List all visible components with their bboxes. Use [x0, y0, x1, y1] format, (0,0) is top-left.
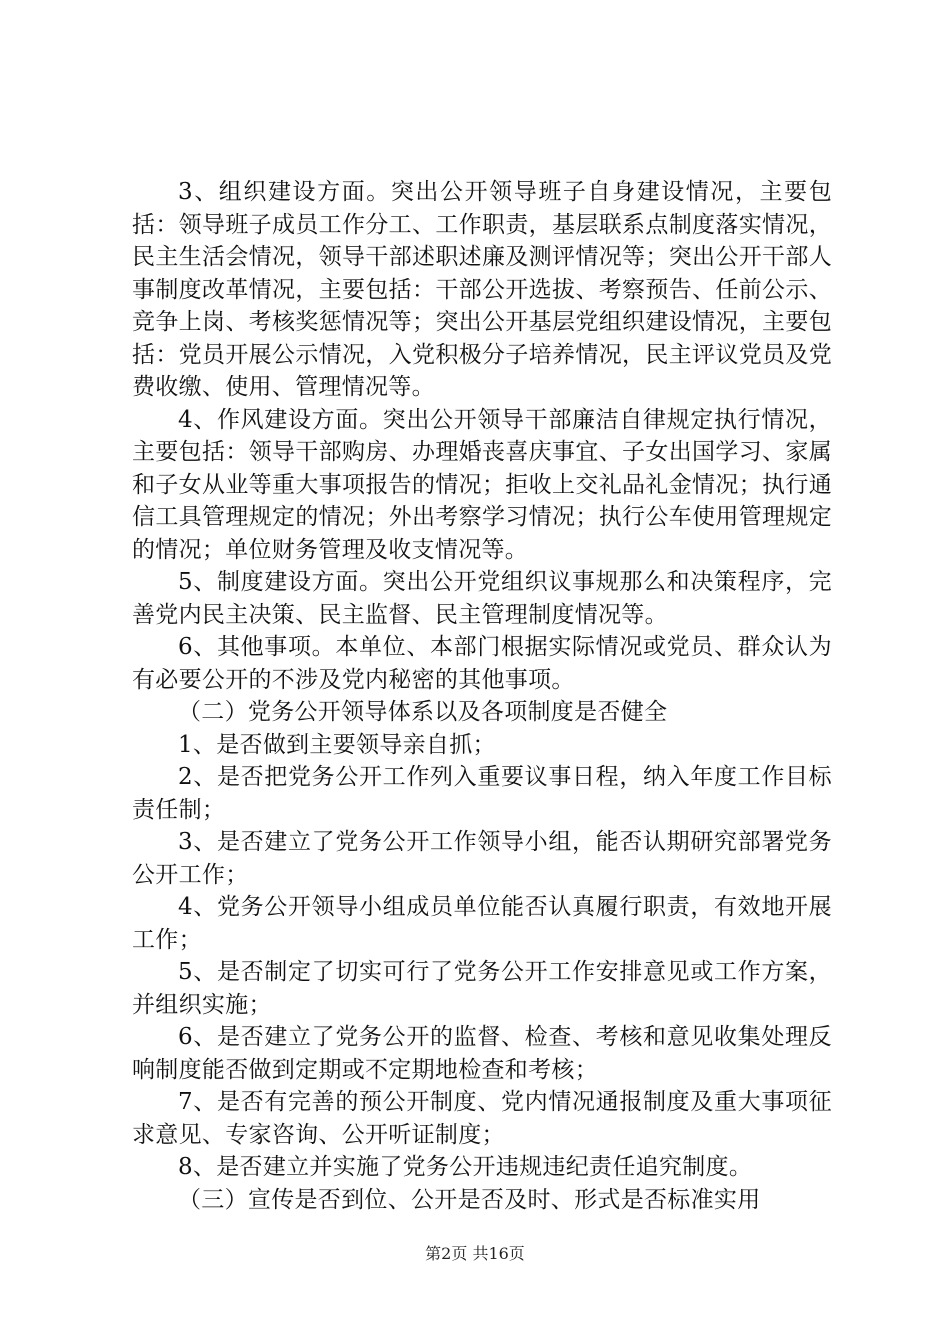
list-item: 2、是否把党务公开工作列入重要议事日程，纳入年度工作目标责任制； [132, 764, 832, 823]
section-heading-3: （三）宣传是否到位、公开是否及时、形式是否标准实用 [178, 1186, 761, 1213]
paragraph-system-building: 5、制度建设方面。突出公开党组织议事规那么和决策程序，完善党内民主决策、民主监督、民主管理制度情况等。 [132, 569, 832, 628]
list-item: 1、是否做到主要领导亲自抓； [178, 731, 496, 758]
list-item: 8、是否建立并实施了党务公开违规违纪责任追究制度。 [178, 1154, 753, 1180]
paragraph-org-building: 3、组织建设方面。突出公开领导班子自身建设情况，主要包括：领导班子成员工作分工、工作职责，基层联系点制度落实情况，民主生活会情况，领导干部述职述廉及测评情况等；突出公开干部人事制度改革情况，主要包括：干部公开选拔、考察预告、任前公示、竞争上岗、考核奖惩情况等；突出公开基层党组织建设情况，主要包括：党员开展公示情况，入党积极分子培养情况，民主评议党员及党费收缴、使用、管理情况等。 [132, 179, 832, 400]
list-item: 3、是否建立了党务公开工作领导小组，能否认期研究部署党务公开工作； [132, 829, 832, 888]
paragraph-other-items: 6、其他事项。本单位、本部门根据实际情况或党员、群众认为有必要公开的不涉及党内秘密的其他事项。 [132, 634, 832, 693]
list-item: 6、是否建立了党务公开的监督、检查、考核和意见收集处理反响制度能否做到定期或不定期地检查和考核； [132, 1024, 832, 1083]
list-item: 7、是否有完善的预公开制度、党内情况通报制度及重大事项征求意见、专家咨询、公开听证制度； [132, 1089, 832, 1148]
list-item: 4、党务公开领导小组成员单位能否认真履行职责，有效地开展工作； [132, 894, 832, 953]
section-heading-2: （二）党务公开领导体系以及各项制度是否健全 [178, 699, 668, 725]
list-item: 5、是否制定了切实可行了党务公开工作安排意见或工作方案，并组织实施； [132, 959, 832, 1018]
paragraph-style-building: 4、作风建设方面。突出公开领导干部廉洁自律规定执行情况，主要包括：领导干部购房、办理婚丧喜庆事宜、子女出国学习、家属和子女从业等重大事项报告的情况；拒收上交礼品礼金情况；执行通信工具管理规定的情况；外出考察学习情况；执行公车使用管理规定的情况；单位财务管理及收支情况等。 [132, 406, 832, 563]
document-body [132, 176, 832, 1216]
page-number-footer: 第2页 共16页 [425, 1244, 525, 1263]
